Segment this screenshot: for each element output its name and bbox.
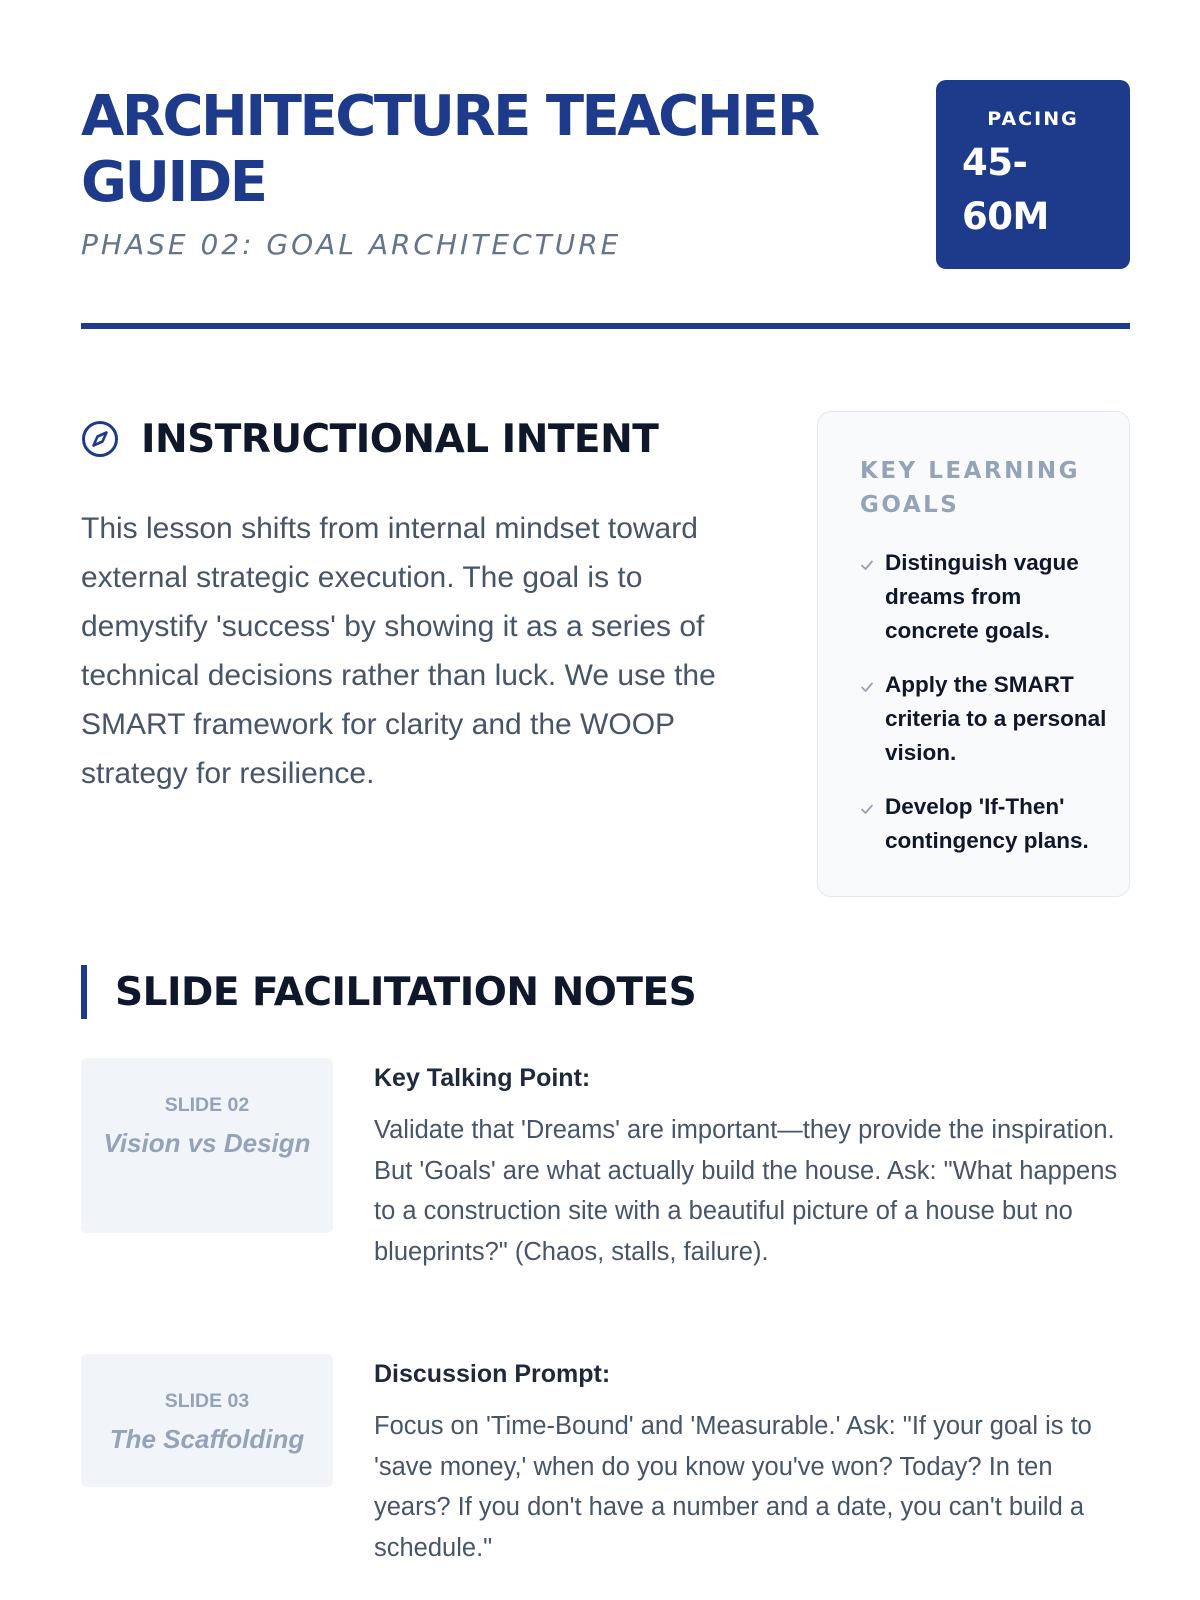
- phase-subtitle: PHASE 02: GOAL ARCHITECTURE: [81, 228, 622, 261]
- page-title: ARCHITECTURE TEACHER GUIDE: [81, 84, 818, 215]
- goals-title: KEY LEARNING GOALS: [860, 458, 1081, 518]
- note-content: [374, 1354, 1130, 1568]
- header-divider: [81, 323, 1130, 329]
- pacing-label: PACING: [987, 108, 1079, 130]
- check-icon: [860, 802, 874, 816]
- goal-text: Develop 'If-Then' contingency plans.: [885, 794, 1089, 853]
- note-label: Key Talking Point:: [374, 1064, 591, 1092]
- compass-icon: [81, 420, 119, 458]
- goal-item: [860, 790, 1115, 858]
- check-icon: [860, 680, 874, 694]
- notes-heading: [81, 965, 696, 1019]
- goal-item: [860, 546, 1115, 648]
- note-text: Focus on 'Time-Bound' and 'Measurable.' Ask: "If your goal is to 'save money,' when do you know you've won? Today? In ten years? If you don't have a number and a date, you can't build a schedule.": [374, 1412, 1092, 1562]
- slide-card: [81, 1058, 333, 1233]
- goals-list: [860, 546, 1115, 878]
- goal-text: Distinguish vague dreams from concrete goals.: [885, 550, 1079, 643]
- heading-accent-bar: [81, 965, 87, 1019]
- slide-card: [81, 1354, 333, 1487]
- slide-number: SLIDE 02: [164, 1094, 250, 1116]
- slide-name: The Scaffolding: [109, 1424, 305, 1454]
- pacing-value: 45-60M: [962, 141, 1049, 238]
- notes-title: SLIDE FACILITATION NOTES: [115, 969, 697, 1015]
- key-learning-goals-card: [817, 411, 1130, 897]
- intent-heading: [81, 414, 658, 464]
- slide-number: SLIDE 03: [164, 1390, 250, 1412]
- intent-description: This lesson shifts from internal mindset toward external strategic execution. The goal is to demystify 'success' by showing it as a series of technical decisions rather than luck. We use the SMART framework for clarity and the WOOP strategy for resilience.: [81, 512, 716, 790]
- slide-name: Vision vs Design: [103, 1128, 311, 1158]
- goal-text: Apply the SMART criteria to a personal vision.: [885, 672, 1107, 765]
- pacing-badge: [936, 80, 1130, 269]
- note-label: Discussion Prompt:: [374, 1360, 611, 1388]
- teacher-guide-page: [81, 0, 1130, 1600]
- guide-header: [81, 80, 1130, 330]
- note-content: [374, 1058, 1130, 1272]
- intent-title: INSTRUCTIONAL INTENT: [141, 416, 659, 462]
- note-text: Validate that 'Dreams' are important—they provide the inspiration. But 'Goals' are what actually build the house. Ask: "What happens to a construction site with a beautiful picture of a house but no blueprints?" (Chaos, stalls, failure).: [374, 1116, 1118, 1266]
- goal-item: [860, 668, 1115, 770]
- check-icon: [860, 558, 874, 572]
